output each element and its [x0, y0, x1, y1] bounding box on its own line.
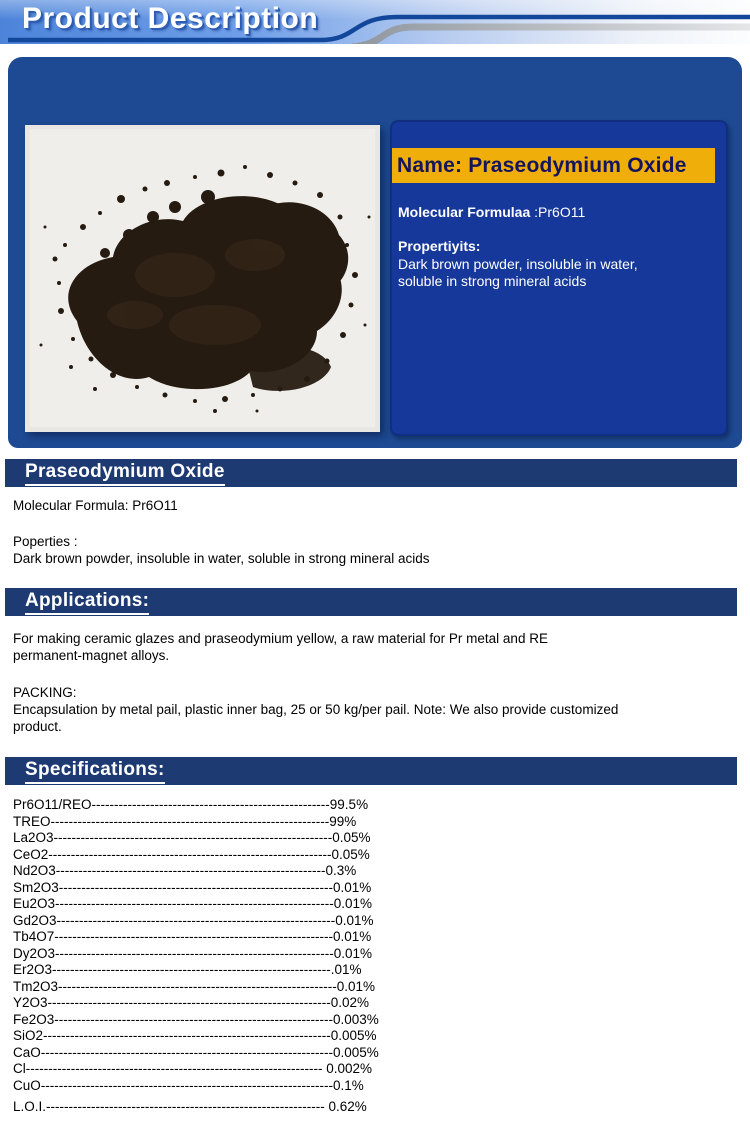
spec-row: Pr6O11/REO-----------------------------------------------------99.5% — [13, 797, 369, 812]
properties-label: Propertiyits: — [398, 238, 481, 254]
spec-row: Tb4O7--------------------------------------------------------------0.01% — [13, 929, 372, 944]
powder-image — [25, 125, 380, 432]
spec-row: Er2O3--------------------------------------------------------------.01% — [13, 962, 362, 977]
molecular-formula-value: :Pr6O11 — [530, 204, 586, 220]
molecular-formula-row — [398, 204, 714, 221]
section-header-product — [5, 459, 737, 487]
spec-row: Gd2O3--------------------------------------------------------------0.01% — [13, 912, 374, 928]
section-title-specifications: Specifications: — [25, 759, 165, 784]
spec-row: CuO-----------------------------------------------------------------0.1% — [13, 1077, 364, 1093]
product-name-banner — [392, 148, 715, 183]
spec-row: Dy2O3--------------------------------------------------------------0.01% — [13, 945, 373, 961]
applications-paragraph: For making ceramic glazes and praseodymium yellow, a raw material for Pr metal and RE permanent-magnet alloys. — [13, 631, 548, 663]
spec-row: Y2O3---------------------------------------------------------------0.02% — [13, 995, 370, 1010]
spec-row: Sm2O3-------------------------------------------------------------0.01% — [13, 879, 372, 895]
banner-title: Product Description — [22, 2, 319, 35]
spec-row: L.O.I.-------------------------------------------------------------- 0.62% — [13, 1099, 367, 1114]
packing-text: Encapsulation by metal pail, plastic inner bag, 25 or 50 kg/per pail. Note: We also provide customized product. — [13, 702, 619, 734]
properties-text: Dark brown powder, insoluble in water, soluble in strong mineral acids — [13, 551, 430, 566]
section-title-applications: Applications: — [25, 590, 149, 615]
product-info-text — [392, 183, 726, 290]
spec-row: Nd2O3------------------------------------------------------------0.3% — [13, 863, 357, 878]
spec-row: La2O3--------------------------------------------------------------0.05% — [13, 830, 371, 845]
spec-row: Fe2O3--------------------------------------------------------------0.003% — [13, 1011, 379, 1027]
section-header-applications — [5, 588, 737, 616]
molecular-formula-label: Molecular Formulaa — [398, 204, 531, 220]
formula-text: Molecular Formula: Pr6O11 — [13, 498, 178, 513]
spec-row: CaO-----------------------------------------------------------------0.005% — [13, 1044, 379, 1060]
spec-row: Tm2O3--------------------------------------------------------------0.01% — [13, 978, 376, 994]
spec-row: CeO2---------------------------------------------------------------0.05% — [13, 846, 370, 862]
properties-line-1: Dark brown powder, insoluble in water, — [398, 256, 638, 272]
spec-row: SiO2----------------------------------------------------------------0.005% — [13, 1028, 377, 1043]
spec-row: Eu2O3--------------------------------------------------------------0.01% — [13, 896, 373, 911]
product-name-label: Name: Praseodymium Oxide — [397, 153, 687, 177]
properties-heading: Poperties : — [13, 534, 78, 549]
packing-heading: PACKING: — [13, 685, 77, 700]
section-header-specifications — [5, 757, 737, 785]
banner — [0, 0, 750, 44]
properties-line-2: soluble in strong mineral acids — [398, 273, 587, 289]
spec-list — [13, 797, 379, 1116]
product-info-box — [390, 120, 728, 436]
section-title-product: Praseodymium Oxide — [25, 461, 225, 486]
product-panel — [8, 57, 742, 448]
product-photo — [25, 125, 380, 432]
spec-row: Cl------------------------------------------------------------------ 0.002% — [13, 1061, 372, 1076]
spec-row: TREO--------------------------------------------------------------99% — [13, 813, 357, 829]
